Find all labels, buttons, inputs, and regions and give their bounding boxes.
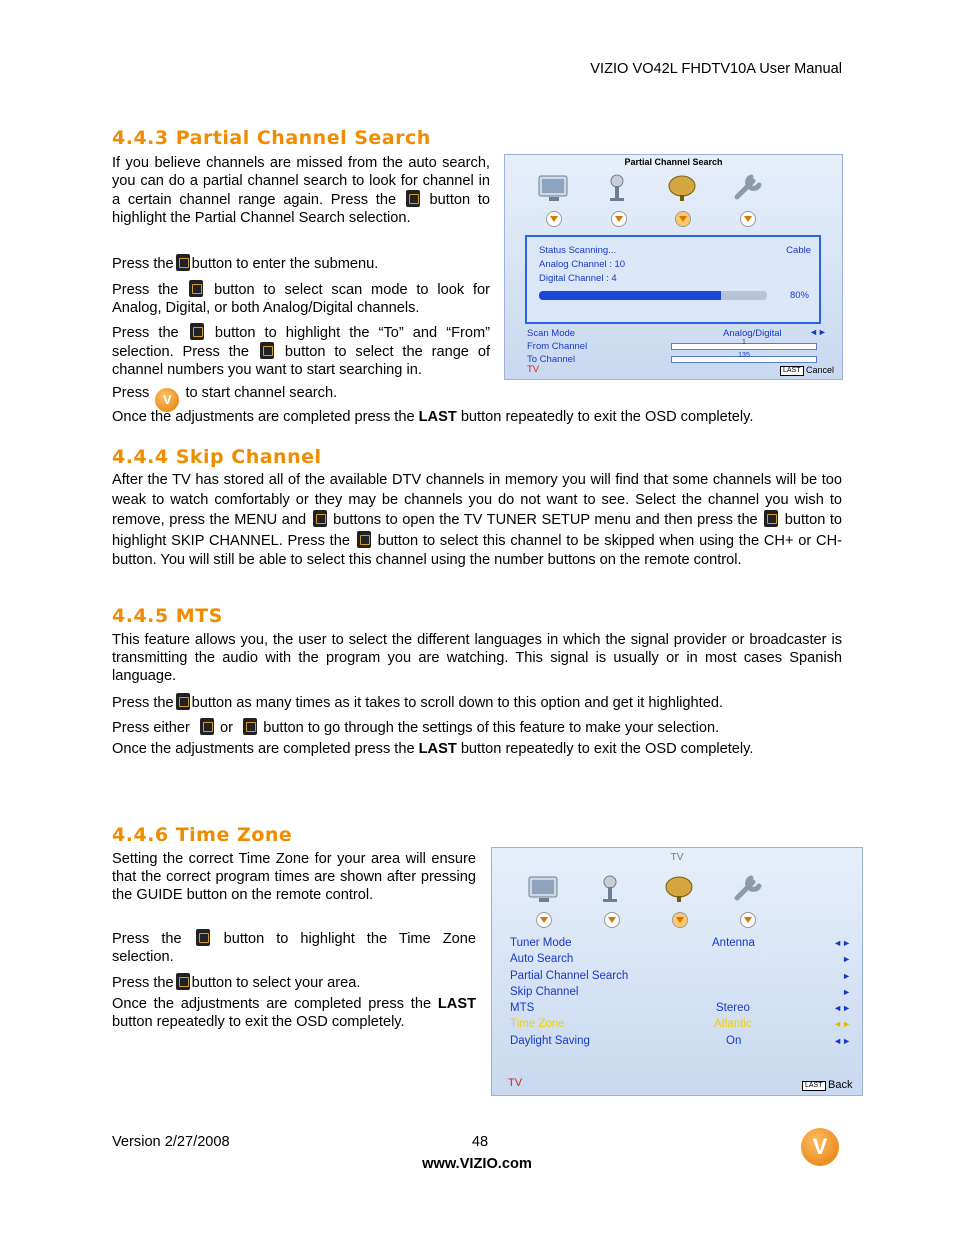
last-key-icon: LAST [802,1081,826,1091]
vizio-logo: V [801,1128,839,1166]
menu-down-arrow-selected-icon [672,912,688,928]
row-value: Stereo [716,1002,750,1015]
vol-right-button-icon [243,718,257,735]
vizio-v-button-icon: V [155,388,179,412]
menu-audio [588,874,636,928]
row-label: Skip Channel [510,985,579,998]
s446-paragraph-4: Once the adjustments are completed press the LAST button repeatedly to exit the OSD completely. [112,996,476,1030]
menu-down-arrow-icon [740,211,756,227]
scan-progress-label: 80% [789,290,809,301]
analog-channel-count: Analog Channel : 10 [539,259,626,270]
row-arrow-icon: ► [842,986,851,997]
menu-down-arrow-icon [604,912,620,928]
menu-down-arrow-icon [611,211,627,227]
osd-back[interactable]: Back [828,1079,853,1091]
row-label: Partial Channel Search [510,969,629,982]
osd-title: TV [670,852,684,863]
menu-audio [595,173,643,227]
s443-paragraph-4: Press the button to highlight the “To” and “From” selection. Press the button to select the range of channel numbers you want to start searching in. [112,325,490,378]
from-channel-value: 1 [742,339,746,346]
menu-down-arrow-icon [740,912,756,928]
row-arrow-icon: ◄► [833,1019,851,1030]
scan-mode-value[interactable]: Analog/Digital [723,328,782,339]
s443-paragraph-1: If you believe channels are missed from the auto search, you can do a partial channel search to look for channel in a certain channel range again. Press the button to highlight the Partial Channel Search selection. [112,155,490,226]
wrench-icon [729,173,767,203]
section-title-time-zone: 4.4.6 Time Zone [112,824,293,846]
menu-picture [520,874,568,928]
menu-down-arrow-icon [546,211,562,227]
row-value: Antenna [712,937,755,949]
vol-button-icon [260,342,274,359]
to-channel-value: 135 [738,352,750,359]
s445-paragraph-1: This feature allows you, the user to select the different languages in which the signal provider or broadcaster is transmitting the audio with the program you are watching. This signal is usually or in most cases Spanish language. [112,632,842,684]
scan-status-box [525,235,821,324]
menu-down-arrow-icon [536,912,552,928]
footer-version: Version 2/27/2008 [112,1134,230,1150]
page-header: VIZIO VO42L FHDTV10A User Manual [590,61,842,77]
s446-paragraph-3: Press the button to select your area. [112,975,361,991]
row-arrow-icon: ► [842,954,851,965]
menu-tv [659,173,707,227]
s446-paragraph-2: Press the button to highlight the Time Zone selection. [112,931,476,965]
section-title-partial-channel-search: 4.4.3 Partial Channel Search [112,127,431,149]
osd-title: Partial Channel Search [624,157,723,167]
footer-url[interactable]: www.VIZIO.com [422,1156,532,1172]
menu-setup [724,173,772,227]
tv-picture-icon [535,173,573,203]
scan-mode-label: Scan Mode [527,328,576,339]
scan-progress-fill [539,291,721,300]
tv-menu-row[interactable] [510,970,855,986]
s444-paragraph-1: After the TV has stored all of the available DTV channels in memory you will find that some channels will be too weak to watch comfortably or they may be channels you do not want to see. Select the channel you wish to remove, press the MENU and buttons to open the TV TUNER SETUP menu and then press the button to highlight SKIP CHANNEL. Press the button to select this channel to be skipped when using the CH+ or CH- button. You will still be able to select this channel using the number buttons on the remote control. [112,472,843,568]
row-arrow-icon: ◄► [833,938,851,948]
osd-cancel[interactable]: Cancel [806,365,835,375]
tv-menu-row[interactable] [510,1002,855,1018]
satellite-dish-icon [664,173,702,203]
vol-button-icon [189,280,203,297]
tv-menu-row[interactable] [510,937,855,953]
menu-picture [530,173,578,227]
s445-paragraph-2: Press the button as many times as it takes to scroll down to this option and get it highlighted. [112,695,724,711]
ch-button-icon [196,929,210,946]
microphone-icon [600,173,638,203]
tv-menu-row-selected[interactable] [510,1018,855,1034]
s446-paragraph-1: Setting the correct Time Zone for your area will ensure that the correct program times are shown after pressing the GUIDE button on the remote control. [112,851,476,903]
vol-left-button-icon [200,718,214,735]
s445-paragraph-3: Press either or button to go through the settings of this feature to make your selection. [112,720,720,736]
menu-down-arrow-selected-icon [675,211,691,227]
tv-menu-row[interactable] [510,1035,855,1051]
row-arrow-icon: ► [842,970,851,981]
from-channel-slider[interactable] [671,339,817,350]
vol-button-icon [176,254,190,271]
microphone-icon [593,874,631,904]
section-title-skip-channel: 4.4.4 Skip Channel [112,446,322,468]
wrench-icon [729,874,767,904]
vol-button-icon [176,973,190,990]
row-label: Daylight Saving [510,1034,590,1047]
digital-channel-count: Digital Channel : 4 [539,273,617,284]
tv-menu-row[interactable] [510,986,855,1002]
scan-status: Status Scanning... [539,245,617,256]
section-title-mts: 4.4.5 MTS [112,605,223,627]
tv-picture-icon [525,874,563,904]
s445-paragraph-4: Once the adjustments are completed press the LAST button repeatedly to exit the OSD completely. [112,741,754,757]
row-label: MTS [510,1002,535,1015]
s443-paragraph-2: Press the button to enter the submenu. [112,256,379,272]
vol-button-icon [357,531,371,548]
ch-button-icon [406,190,420,207]
scan-source-type: Cable [786,245,811,256]
row-value: On [726,1034,742,1047]
menu-setup [724,874,772,928]
s443-paragraph-3: Press the button to select scan mode to look for Analog, Digital, or both Analog/Digital channels. [112,282,490,316]
tv-menu-list [510,937,855,1051]
left-right-arrow-icon: ◄► [809,327,827,337]
osd-source-label: TV [508,1077,523,1089]
tv-menu-row[interactable] [510,953,855,969]
last-key-icon: LAST [780,366,804,376]
scan-progress-bar [539,291,767,300]
to-channel-slider[interactable] [671,352,817,363]
row-value: Atlantic [714,1018,752,1031]
menu-tv [656,874,704,928]
osd-source-label: TV [527,364,540,375]
row-label: Time Zone [510,1018,565,1031]
s443-paragraph-5: Press V to start channel search. [112,384,490,412]
row-label: Tuner Mode [510,937,572,949]
partial-channel-search-screen [504,154,843,380]
ch-button-icon [764,510,778,527]
ch-button-icon [176,693,190,710]
row-label: Auto Search [510,953,574,966]
s443-paragraph-6: Once the adjustments are completed press the LAST button repeatedly to exit the OSD completely. [112,409,754,425]
vol-button-icon [313,510,327,527]
to-channel-label: To Channel [527,354,576,365]
from-channel-label: From Channel [527,341,588,352]
page-number: 48 [471,1134,489,1150]
tv-menu-screen [491,847,863,1096]
ch-button-icon [190,323,204,340]
satellite-dish-icon [661,874,699,904]
row-arrow-icon: ◄► [833,1003,851,1014]
row-arrow-icon: ◄► [833,1035,851,1046]
